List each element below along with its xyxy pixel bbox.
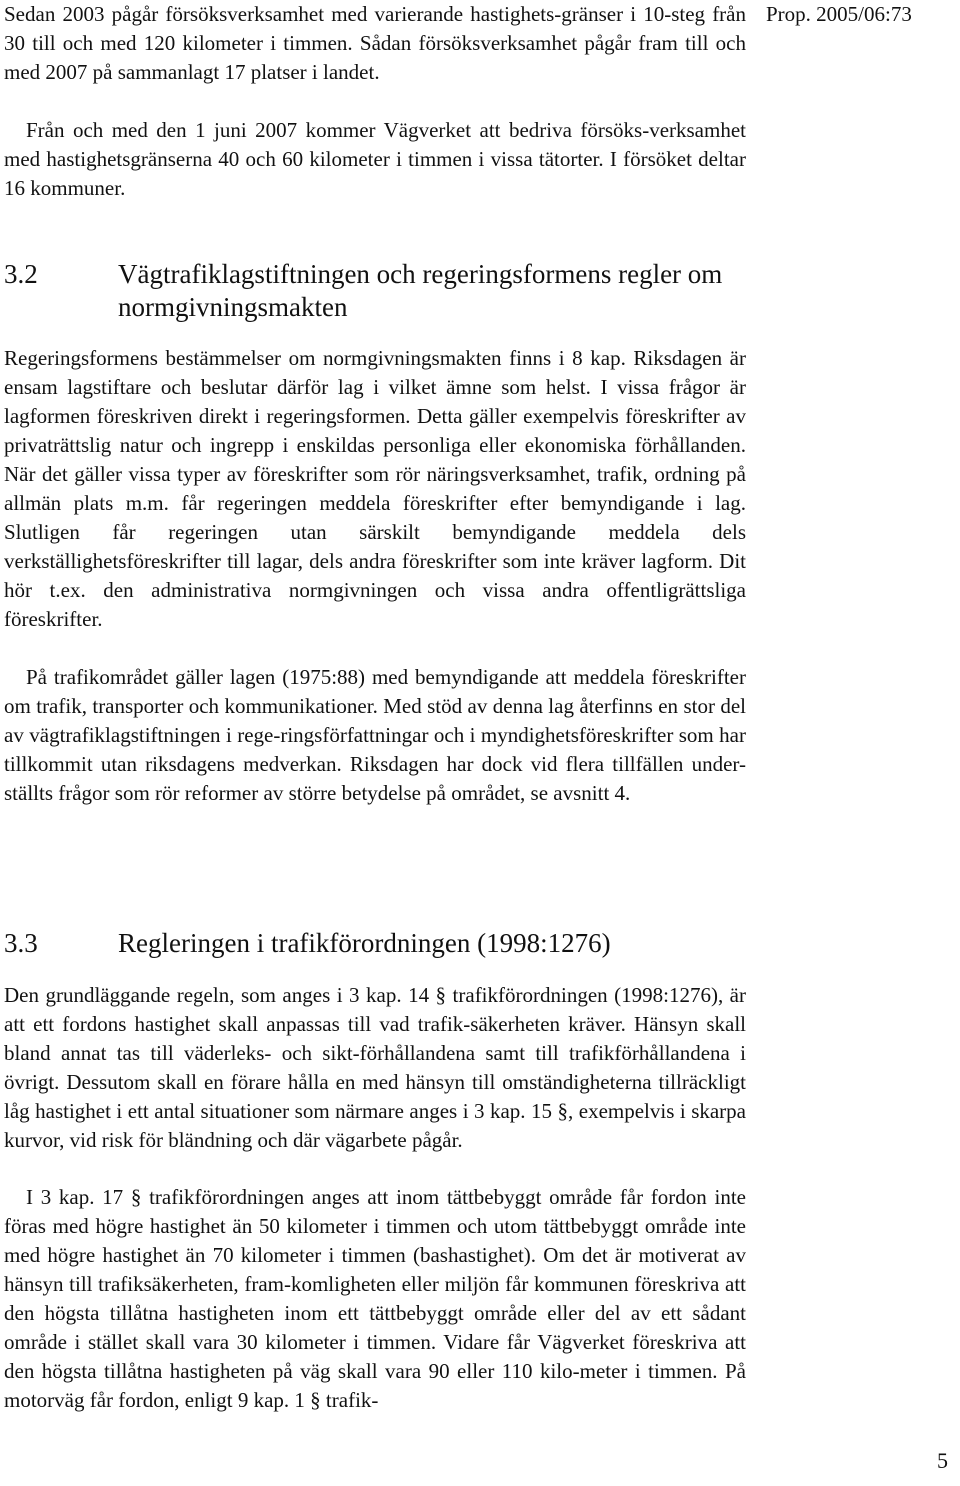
section-heading-3-2: [4, 258, 746, 324]
paragraph-3-2-2: På trafikområdet gäller lagen (1975:88) med bemyndigande att meddela föreskrifter om trafik, transporter och kommunikationer. Med stöd av denna lag återfinns en stor del av vägtrafiklagstiftningen i rege-ringsförfattningar och i myndighetsföreskrifter som har tillkommit utan riksdagens medverkan. Riksdagen har dock vid flera tillfällen under-ställts frågor som rör reformer av större betydelse på området, se avsnitt 4.: [4, 665, 746, 805]
paragraph-intro-2: Från och med den 1 juni 2007 kommer Vägverket att bedriva försöks-verksamhet med hastighetsgränserna 40 och 60 kilometer i timmen i vissa tätorter. I försöket deltar 16 kommuner.: [4, 118, 746, 200]
section-number: 3.2: [4, 259, 38, 289]
paragraph-3-3-2: I 3 kap. 17 § trafikförordningen anges att inom tättbebyggt område får fordon inte föras med högre hastighet än 50 kilometer i timmen och utom tättbebyggt område inte med högre hastighet än 70 kilometer i timmen (bashastighet). Om det är motiverat av hänsyn till trafiksäkerheten, fram-komligheten eller miljön får kommunen föreskriva att den högsta tillåtna hastigheten inom ett tättbebyggt område eller del av ett sådant område i stället skall vara 30 kilometer i timmen. Vidare får Vägverket föreskriva att den högsta tillåtna hastigheten på väg skall vara 90 eller 110 kilo-meter i timmen. På motorväg får fordon, enligt 9 kap. 1 § trafik-: [4, 1185, 746, 1412]
section-title: Vägtrafiklagstiftningen och regeringsformens regler om normgivningsmakten: [118, 259, 723, 322]
paragraph-3-2-1: Regeringsformens bestämmelser om normgivningsmakten finns i 8 kap. Riksdagen är ensam lagstiftare och beslutar därför lag i vilket ämne som helst. I vissa frågor är lagformen föreskriven direkt i regeringsformen. Detta gäller exempelvis föreskrifter av privaträttslig natur och ingrepp i enskildas personliga eller ekonomiska förhållanden. När det gäller vissa typer av föreskrifter som rör näringsverksamhet, trafik, ordning på allmän plats m.m. får regeringen meddela föreskrifter efter bemyndigande i lag. Slutligen får regeringen utan särskilt bemyndigande meddela dels verkställighetsföreskrifter till lagar, dels andra föreskrifter som inte kräver lagform. Dit hör t.ex. den administrativa normgivningen och vissa andra offentligrättsliga föreskrifter.: [4, 346, 746, 631]
paragraph-intro-1: Sedan 2003 pågår försöksverksamhet med varierande hastighets-gränser i 10-steg från 30 till och med 120 kilometer i timmen. Sådan försöksverksamhet pågår fram till och med 2007 på sammanlagt 17 platser i landet.: [4, 2, 746, 84]
section-title: Regleringen i trafikförordningen (1998:1276): [118, 928, 611, 958]
document-reference: Prop. 2005/06:73: [766, 2, 912, 26]
section-heading-3-3: [4, 927, 746, 960]
page-number: 5: [937, 1448, 948, 1473]
section-number: 3.3: [4, 928, 38, 958]
paragraph-3-3-1: Den grundläggande regeln, som anges i 3 kap. 14 § trafikförordningen (1998:1276), är att ett fordons hastighet skall anpassas till vad trafik-säkerheten kräver. Hänsyn skall bland annat tas till väderleks- och sikt-förhållandena samt till trafikförhållandena i övrigt. Dessutom skall en förare hålla en med hänsyn till omständigheterna tillräckligt låg hastighet i ett antal situationer som närmare anges i 3 kap. 15 §, exempelvis i skarpa kurvor, vid risk för bländning och där vägarbete pågår.: [4, 983, 746, 1152]
